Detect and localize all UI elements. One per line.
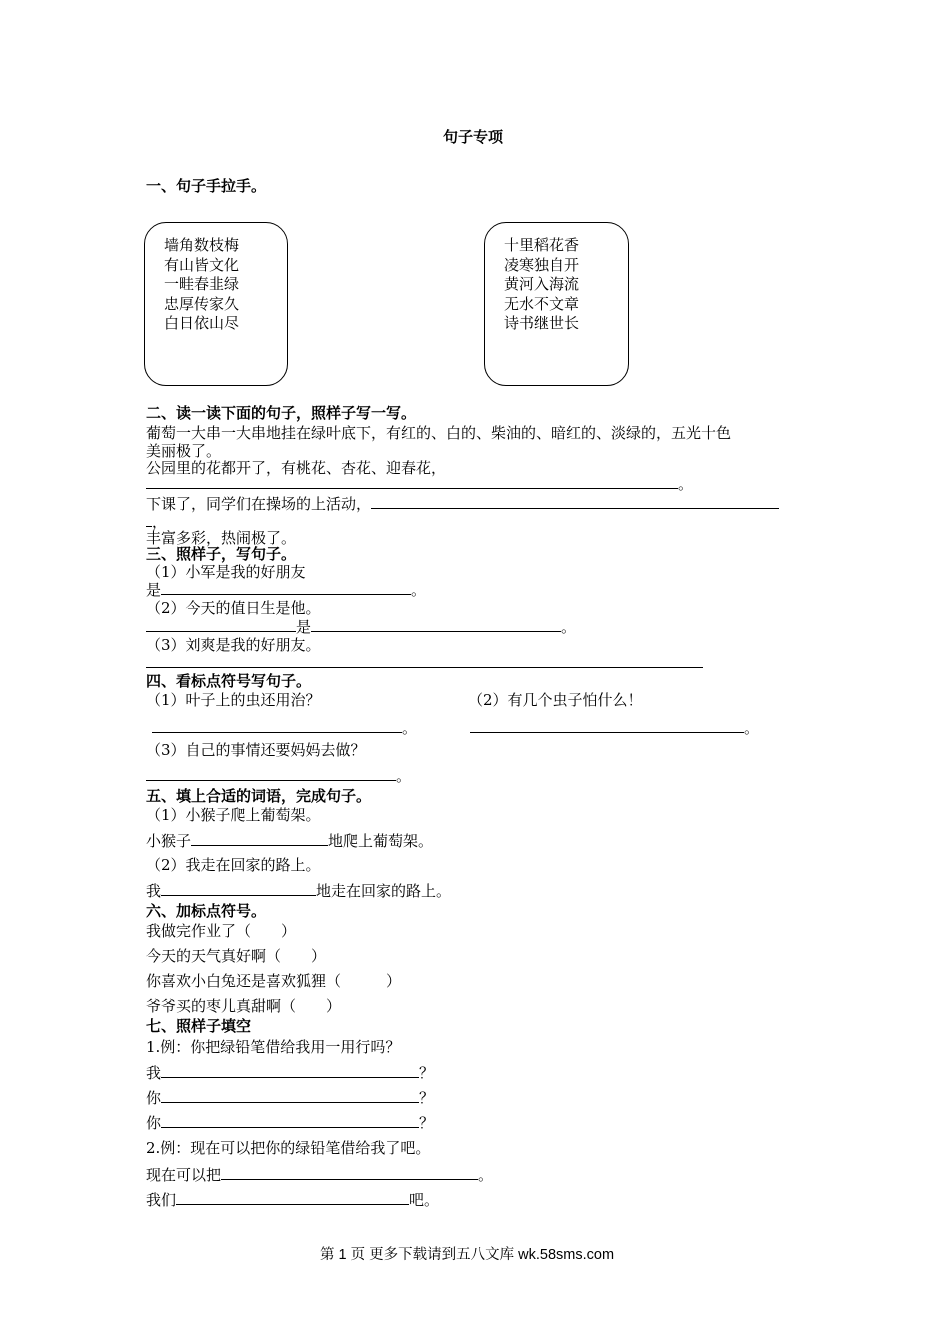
section-3-heading: 三、照样子，写句子。 [146, 545, 297, 563]
verse-line: 凌寒独自开 [504, 255, 580, 274]
verse-line: 十里稻花香 [504, 236, 580, 254]
question-text: （2）有几个虫子怕什么！ [468, 691, 643, 709]
answer-blank[interactable] [146, 766, 396, 781]
page-footer: 第 1 页 更多下载请到五八文库 wk.58sms.com [320, 1247, 615, 1263]
answer-blank[interactable] [191, 831, 328, 846]
example-sentence-end: 美丽极了。 [146, 442, 222, 460]
answer-suffix: 地走在回家的路上。 [316, 882, 452, 900]
answer-blank[interactable] [161, 1088, 419, 1103]
answer-mid: 是 [296, 618, 312, 636]
period-text: 。 [561, 618, 577, 636]
section-4-heading: 四、看标点符号写句子。 [146, 672, 312, 690]
verse-line: 一畦春韭绿 [164, 275, 240, 293]
answer-blank[interactable] [161, 580, 411, 595]
page-title: 句子专项 [443, 128, 504, 146]
punctuation-item: 爷爷买的枣儿真甜啊（ ） [146, 997, 342, 1015]
question-label: 下课了，同学们在操场的上活动， [146, 495, 372, 513]
question-mark: ？ [419, 1089, 435, 1107]
punctuation-item: 今天的天气真好啊（ ） [146, 947, 327, 965]
verse-line: 白日依山尽 [164, 314, 240, 332]
answer-blank[interactable] [221, 1165, 478, 1180]
answer-blank[interactable] [161, 1113, 419, 1128]
question-text: （2）我走在回家的路上。 [146, 856, 321, 874]
question-text-end: 丰富多彩，热闹极了。 [146, 529, 297, 547]
question-text: （2）今天的值日生是他。 [146, 599, 321, 617]
answer-blank[interactable] [470, 718, 744, 733]
section-7-heading: 七、照样子填空 [146, 1017, 252, 1035]
answer-line-row [146, 1165, 493, 1185]
answer-suffix: 吧。 [409, 1191, 440, 1209]
question-text: 公园里的花都开了，有桃花、杏花、迎春花， [146, 459, 447, 477]
answer-prefix: 我 [146, 882, 162, 900]
answer-line-row [152, 718, 417, 738]
verse-line: 忠厚传家久 [164, 294, 240, 313]
period-text: 。 [402, 719, 418, 737]
answer-blank[interactable] [161, 881, 316, 896]
answer-line-row [146, 1063, 434, 1083]
question-text: （1）小军是我的好朋友 [146, 563, 306, 581]
answer-prefix: 你 [146, 1114, 162, 1132]
left-verse-box [144, 222, 288, 386]
answer-blank[interactable] [176, 1190, 409, 1205]
answer-prefix: 是 [146, 581, 162, 599]
example-sentence: 2.例：现在可以把你的绿铅笔借给我了吧。 [146, 1139, 431, 1157]
question-text: （3）刘爽是我的好朋友。 [146, 636, 321, 654]
example-sentence: 1.例：你把绿铅笔借给我用一用行吗？ [146, 1038, 401, 1056]
answer-line-row [146, 1113, 434, 1133]
answer-line-row [146, 1088, 434, 1108]
answer-prefix: 小猴子 [146, 832, 192, 850]
answer-line-row [146, 617, 576, 637]
answer-line-row [146, 881, 451, 901]
answer-line-row [146, 831, 433, 851]
period-text: 。 [396, 767, 412, 785]
section-5-heading: 五、填上合适的词语，完成句子。 [146, 787, 372, 805]
right-verse-box [484, 222, 629, 386]
answer-line-row [146, 653, 703, 673]
question-text: （1）叶子上的虫还用治？ [146, 691, 321, 709]
answer-blank[interactable] [146, 653, 703, 668]
answer-blank[interactable] [371, 494, 779, 509]
answer-prefix: 你 [146, 1089, 162, 1107]
verse-line: 诗书继世长 [504, 314, 580, 332]
answer-blank[interactable] [146, 617, 296, 632]
answer-suffix: 。 [478, 1166, 494, 1184]
verse-line: 有山皆文化 [164, 255, 240, 274]
period-text: 。 [411, 581, 427, 599]
answer-prefix: 现在可以把 [146, 1166, 222, 1184]
example-sentence: 葡萄一大串一大串地挂在绿叶底下，有红的、白的、柴油的、暗红的、淡绿的，五光十色 [146, 424, 732, 442]
section-2-heading: 二、读一读下面的句子，照样子写一写。 [146, 404, 417, 422]
answer-suffix: 地爬上葡萄架。 [328, 832, 434, 850]
question-text [146, 494, 779, 514]
answer-line-row [146, 474, 693, 494]
question-mark: ？ [419, 1064, 435, 1082]
verse-line: 黄河入海流 [504, 275, 580, 293]
verse-line: 无水不文章 [504, 294, 580, 313]
answer-blank[interactable] [161, 1063, 419, 1078]
answer-blank[interactable] [146, 474, 678, 489]
question-mark: ？ [419, 1114, 435, 1132]
answer-line-row [470, 718, 759, 738]
answer-line-row [146, 766, 411, 786]
question-text: （3）自己的事情还要妈妈去做？ [146, 741, 366, 759]
answer-line-row [146, 580, 426, 600]
question-text: （1）小猴子爬上葡萄架。 [146, 806, 321, 824]
answer-line-row [146, 1190, 439, 1210]
verse-line: 墙角数枝梅 [164, 236, 240, 254]
period-text: 。 [678, 475, 694, 493]
period-text: 。 [744, 719, 760, 737]
comma-text: ， [152, 513, 168, 531]
answer-blank[interactable] [152, 718, 402, 733]
section-6-heading: 六、加标点符号。 [146, 902, 267, 920]
section-1-heading: 一、句子手拉手。 [146, 177, 267, 195]
answer-prefix: 我 [146, 1064, 162, 1082]
punctuation-item: 你喜欢小白兔还是喜欢狐狸（ ） [146, 972, 402, 990]
punctuation-item: 我做完作业了（ ） [146, 922, 297, 940]
answer-blank[interactable] [311, 617, 561, 632]
answer-prefix: 我们 [146, 1191, 177, 1209]
